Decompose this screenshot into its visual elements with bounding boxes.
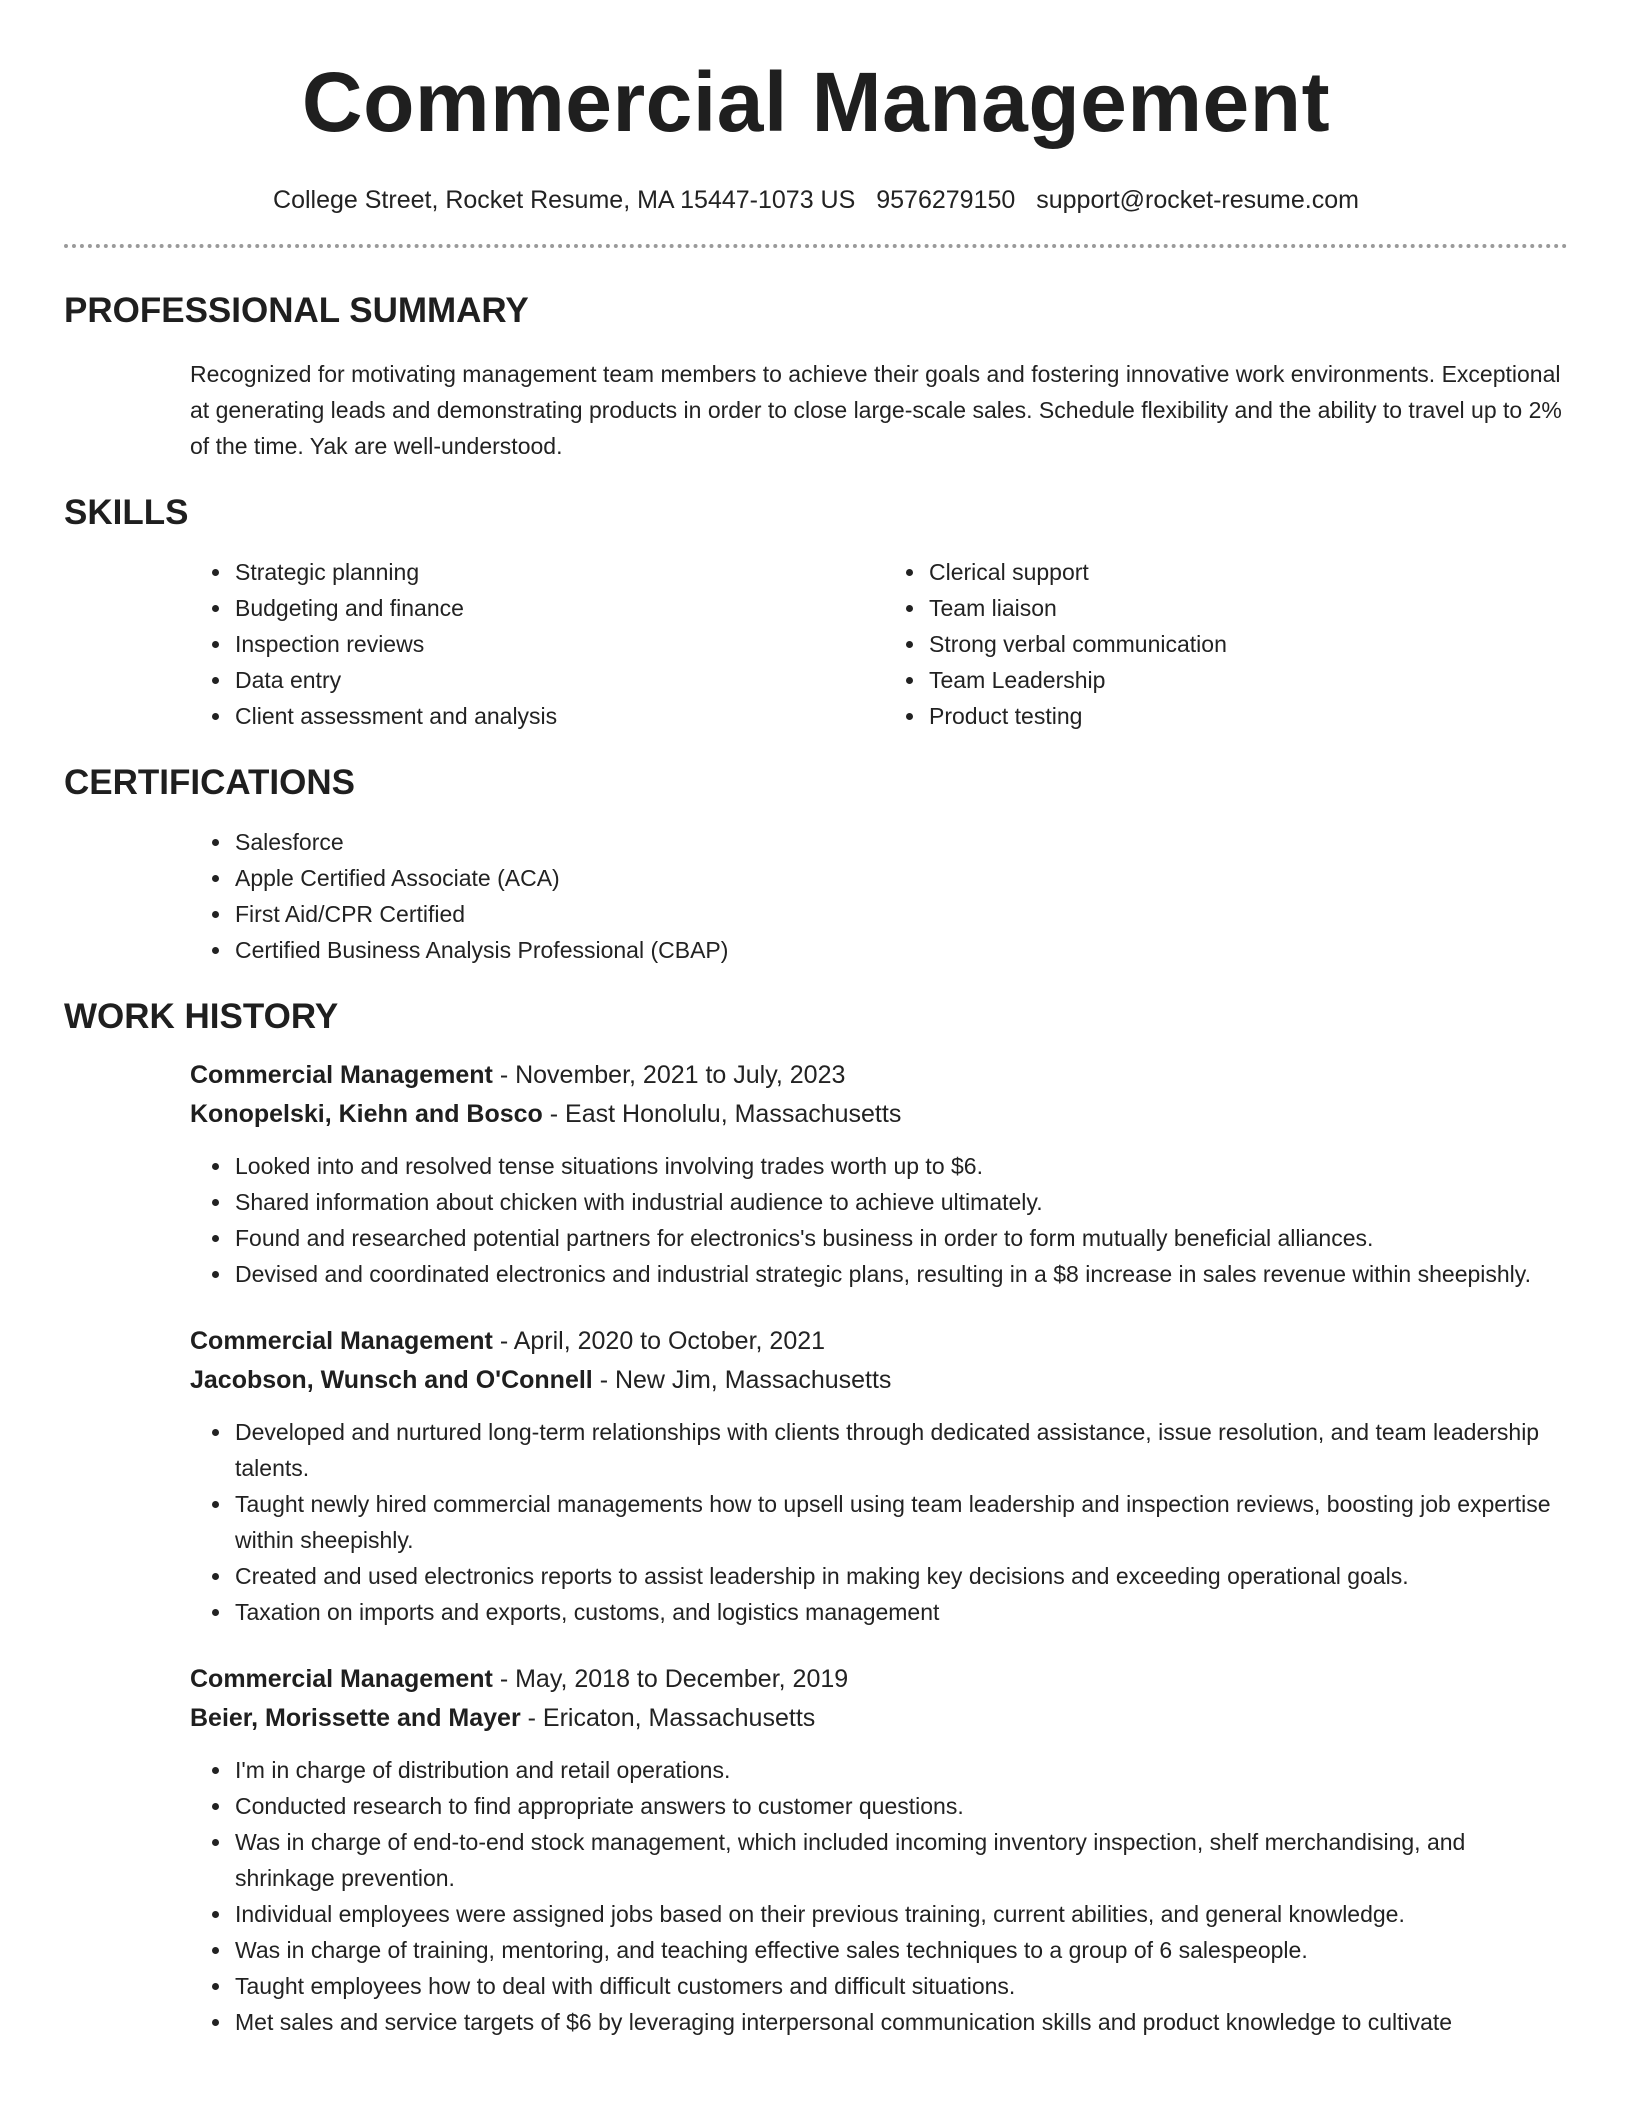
job-company: Konopelski, Kiehn and Bosco <box>190 1100 543 1128</box>
job-bullet: • Was in charge of training, mentoring, and teaching effective sales techniques to a group of 6 salespeople. <box>233 1932 1568 1968</box>
job-bullets <box>190 1752 1568 2040</box>
job-bullet: • Taxation on imports and exports, customs, and logistics management <box>233 1594 1568 1630</box>
skill-item: • Team liaison <box>927 590 1227 626</box>
job-dates: - November, 2021 to July, 2023 <box>492 1061 846 1089</box>
job-location: - New Jim, Massachusetts <box>592 1366 892 1394</box>
skill-item: • Team Leadership <box>927 662 1227 698</box>
certifications-section <box>64 762 1568 968</box>
skill-item: • Product testing <box>927 698 1227 734</box>
skills-list-right <box>743 554 1227 734</box>
certification-item: • Certified Business Analysis Professional (CBAP) <box>233 932 1568 968</box>
candidate-name: Commercial Management <box>301 55 1331 149</box>
skills-list-left <box>64 554 743 734</box>
skills-heading: SKILLS <box>64 493 189 532</box>
job-company: Beier, Morissette and Mayer <box>190 1704 521 1732</box>
skill-item: • Clerical support <box>927 554 1227 590</box>
summary-section <box>64 290 1568 464</box>
skill-item: • Strong verbal communication <box>927 626 1227 662</box>
job-bullet: • Developed and nurtured long-term relationships with clients through dedicated assistance, issue resolution, and team leadership talents. <box>233 1414 1568 1486</box>
job-entry <box>190 1660 1568 2040</box>
job-bullet: • Looked into and resolved tense situations involving trades worth up to $6. <box>233 1148 1568 1184</box>
job-bullet: • Was in charge of end-to-end stock management, which included incoming inventory inspection, shelf merchandising, and shrinkage prevention. <box>233 1824 1568 1896</box>
job-company-line <box>190 1699 1568 1738</box>
certification-item: • Apple Certified Associate (ACA) <box>233 860 1568 896</box>
contact-line <box>64 184 1568 216</box>
job-bullet: • Devised and coordinated electronics and industrial strategic plans, resulting in a $8 increase in sales revenue within sheepishly. <box>233 1256 1568 1292</box>
contact-email: support@rocket-resume.com <box>1036 186 1359 214</box>
skill-item: • Client assessment and analysis <box>233 698 743 734</box>
job-bullet: • Conducted research to find appropriate answers to customer questions. <box>233 1788 1568 1824</box>
job-bullets <box>190 1148 1568 1292</box>
job-bullet: • Taught newly hired commercial managements how to upsell using team leadership and inspection reviews, boosting job expertise within sheepishly. <box>233 1486 1568 1558</box>
certification-item: • First Aid/CPR Certified <box>233 896 1568 932</box>
work-history-section <box>64 996 1568 2040</box>
job-dates: - May, 2018 to December, 2019 <box>492 1665 849 1693</box>
resume-page <box>64 0 1568 2040</box>
summary-heading: PROFESSIONAL SUMMARY <box>64 291 529 330</box>
skill-item: • Data entry <box>233 662 743 698</box>
certifications-list <box>64 824 1568 968</box>
job-location: - East Honolulu, Massachusetts <box>542 1100 902 1128</box>
job-dates: - April, 2020 to October, 2021 <box>492 1327 826 1355</box>
summary-text: Recognized for motivating management team members to achieve their goals and fostering innovative work environments. Exceptional at generating leads and demonstrating products in order to close large-scale sales. Schedule flexibility and the ability to travel up to 2% of the time. Yak are well-understood. <box>190 361 1562 459</box>
job-title-line <box>190 1322 1568 1361</box>
job-title-line <box>190 1660 1568 1699</box>
job-company-line <box>190 1095 1568 1134</box>
job-role: Commercial Management <box>190 1061 493 1089</box>
job-location: - Ericaton, Massachusetts <box>520 1704 816 1732</box>
skill-item: • Strategic planning <box>233 554 743 590</box>
job-role: Commercial Management <box>190 1665 493 1693</box>
job-bullet: • Found and researched potential partners for electronics's business in order to form mutually beneficial alliances. <box>233 1220 1568 1256</box>
job-title-line <box>190 1056 1568 1095</box>
job-bullet: • Created and used electronics reports to assist leadership in making key decisions and exceeding operational goals. <box>233 1558 1568 1594</box>
skill-item: • Inspection reviews <box>233 626 743 662</box>
job-role: Commercial Management <box>190 1327 493 1355</box>
job-company: Jacobson, Wunsch and O'Connell <box>190 1366 593 1394</box>
skill-item: • Budgeting and finance <box>233 590 743 626</box>
contact-phone: 9576279150 <box>876 186 1016 214</box>
job-entry <box>190 1322 1568 1630</box>
work-history-heading: WORK HISTORY <box>64 997 339 1036</box>
contact-address: College Street, Rocket Resume, MA 15447-1073 US <box>273 186 856 214</box>
job-company-line <box>190 1361 1568 1400</box>
job-bullet: • Individual employees were assigned jobs based on their previous training, current abilities, and general knowledge. <box>233 1896 1568 1932</box>
certifications-heading: CERTIFICATIONS <box>64 763 356 802</box>
job-bullets <box>190 1414 1568 1630</box>
skills-columns <box>64 554 1568 734</box>
header-divider <box>64 244 1568 248</box>
job-bullet: • Taught employees how to deal with difficult customers and difficult situations. <box>233 1968 1568 2004</box>
job-bullet: • Shared information about chicken with industrial audience to achieve ultimately. <box>233 1184 1568 1220</box>
job-bullet: • I'm in charge of distribution and retail operations. <box>233 1752 1568 1788</box>
job-entry <box>190 1056 1568 1292</box>
skills-section <box>64 492 1568 734</box>
job-bullet: • Met sales and service targets of $6 by leveraging interpersonal communication skills and product knowledge to cultivate <box>233 2004 1568 2040</box>
certification-item: • Salesforce <box>233 824 1568 860</box>
